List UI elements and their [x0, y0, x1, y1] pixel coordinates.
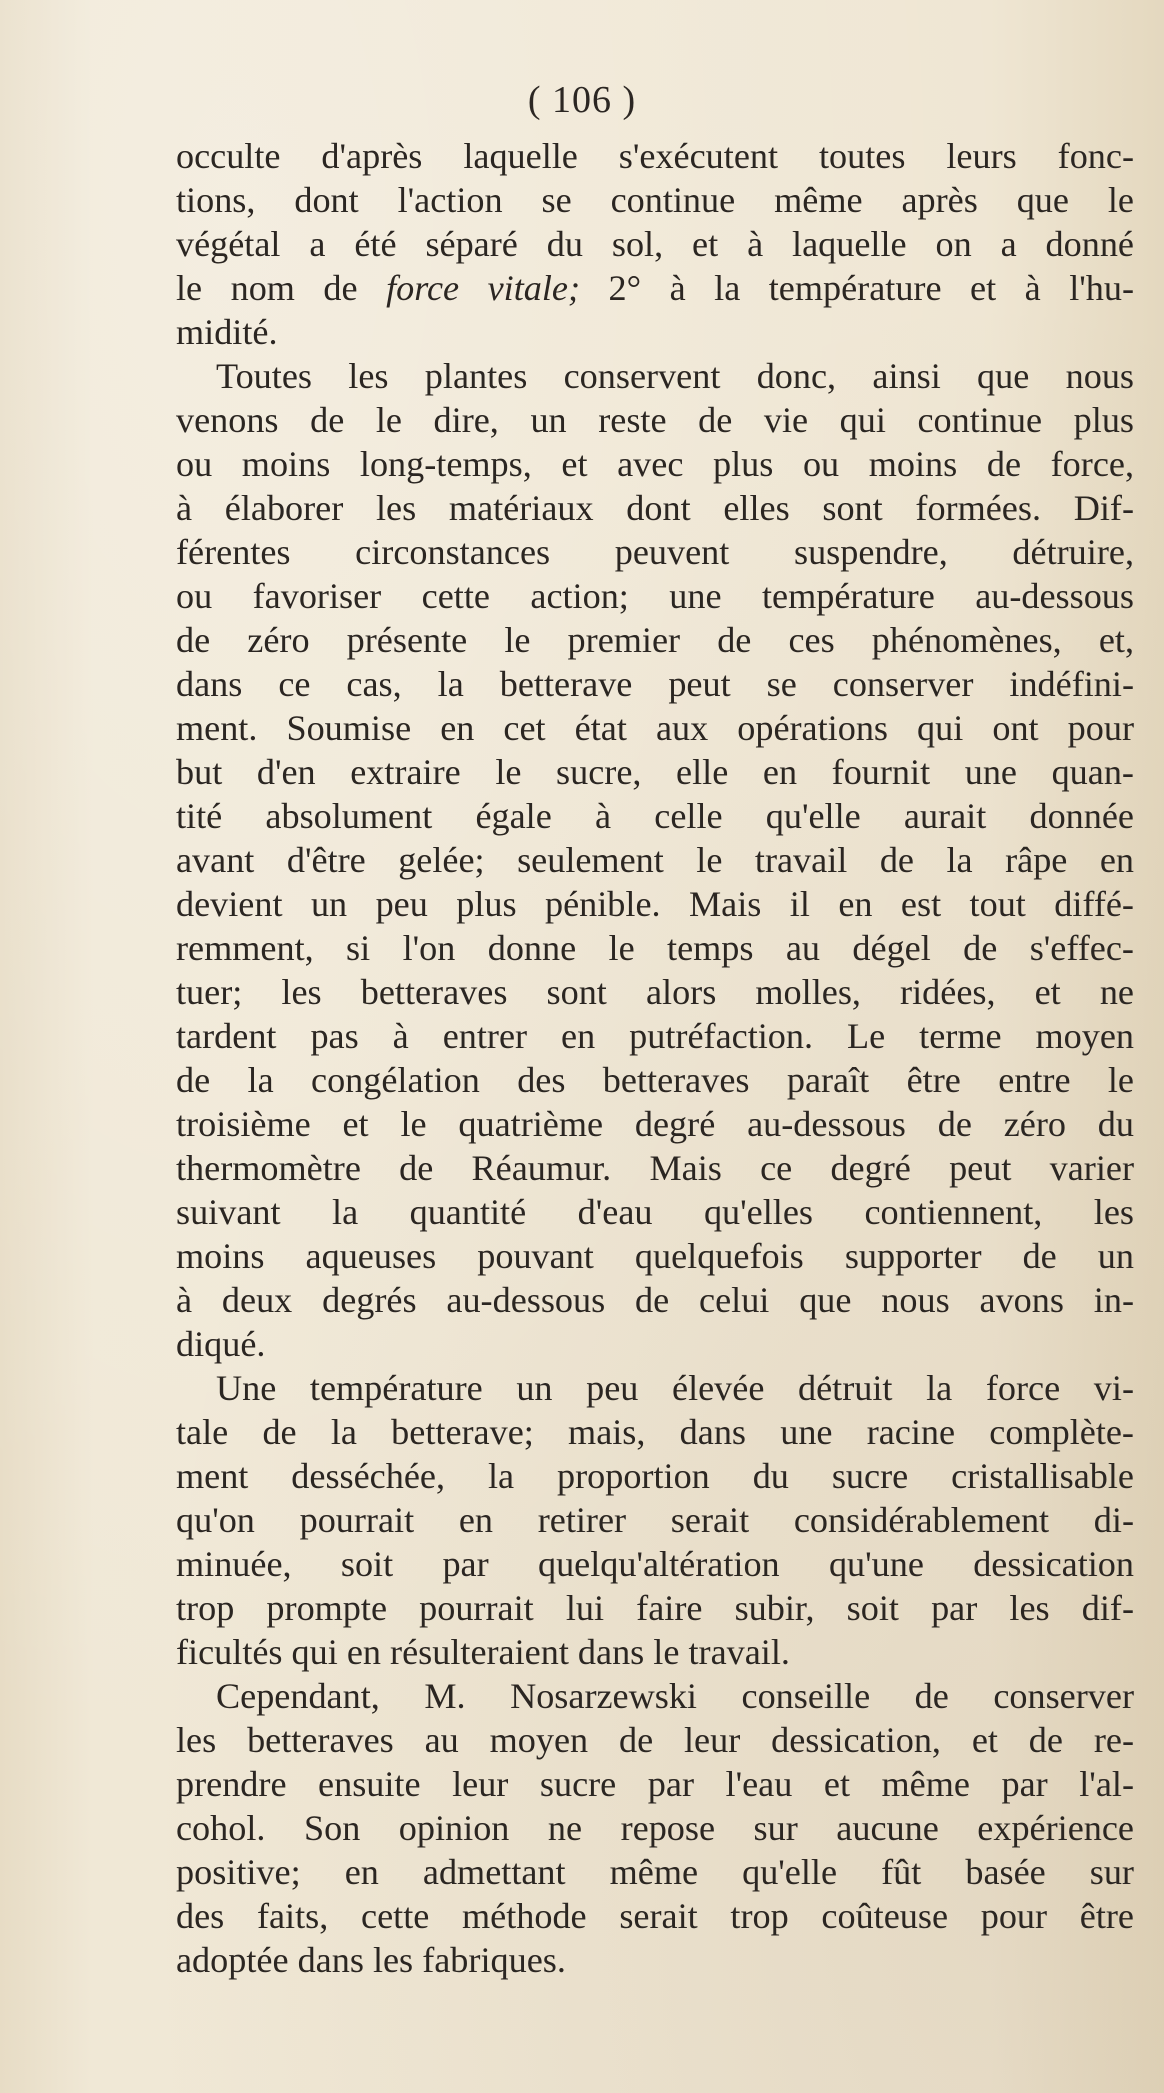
text-line: tions, dont l'action se continue même après que le	[176, 180, 1134, 220]
text-line: but d'en extraire le sucre, elle en fournit une quan-	[176, 752, 1134, 792]
text-line: venons de le dire, un reste de vie qui continue plus	[176, 400, 1134, 440]
text-line: midité.	[176, 312, 278, 352]
text-line: diqué.	[176, 1324, 266, 1364]
text-line: à élaborer les matériaux dont elles sont formées. Dif-	[176, 488, 1134, 528]
text-line: positive; en admettant même qu'elle fût basée sur	[176, 1852, 1134, 1892]
text-line: végétal a été séparé du sol, et à laquelle on a donné	[176, 224, 1134, 264]
text-line: ment desséchée, la proportion du sucre cristallisable	[176, 1456, 1134, 1496]
text-line: dans ce cas, la betterave peut se conserver indéfini-	[176, 664, 1134, 704]
text-line: tardent pas à entrer en putréfaction. Le terme moyen	[176, 1016, 1134, 1056]
text-line: ficultés qui en résulteraient dans le travail.	[176, 1632, 790, 1672]
text-line: de la congélation des betteraves paraît être entre le	[176, 1060, 1134, 1100]
text-fragment: 2° à la température et à l'hu-	[608, 268, 1135, 308]
paragraph	[176, 354, 1134, 1366]
text-fragment: le nom de	[176, 268, 358, 308]
text-line: de zéro présente le premier de ces phénomènes, et,	[176, 620, 1134, 660]
text-line: suivant la quantité d'eau qu'elles contiennent, les	[176, 1192, 1134, 1232]
text-line: Cependant, M. Nosarzewski conseille de conserver	[216, 1676, 1134, 1716]
text-line: tité absolument égale à celle qu'elle aurait donnée	[176, 796, 1134, 836]
text-line: tuer; les betteraves sont alors molles, ridées, et ne	[176, 972, 1134, 1012]
italic-term: force vitale;	[386, 268, 581, 308]
text-line: troisième et le quatrième degré au-dessous de zéro du	[176, 1104, 1134, 1144]
text-line: férentes circonstances peuvent suspendre, détruire,	[176, 532, 1134, 572]
text-line: des faits, cette méthode serait trop coûteuse pour être	[176, 1896, 1134, 1936]
text-line: les betteraves au moyen de leur dessication, et de re-	[176, 1720, 1134, 1760]
text-line: prendre ensuite leur sucre par l'eau et même par l'al-	[176, 1764, 1134, 1804]
paragraph	[176, 1674, 1134, 1982]
page-number: ( 106 )	[527, 79, 637, 121]
text-line: ou favoriser cette action; une température au-dessous	[176, 576, 1134, 616]
paragraph	[176, 134, 1134, 354]
paragraph	[176, 1366, 1134, 1674]
text-line: occulte d'après laquelle s'exécutent toutes leurs fonc-	[176, 136, 1134, 176]
text-line: cohol. Son opinion ne repose sur aucune expérience	[176, 1808, 1134, 1848]
body-text	[176, 134, 1134, 1982]
text-line: moins aqueuses pouvant quelquefois supporter de un	[176, 1236, 1134, 1276]
text-line: adoptée dans les fabriques.	[176, 1940, 566, 1980]
text-line: tale de la betterave; mais, dans une racine complète-	[176, 1412, 1134, 1452]
text-line: trop prompte pourrait lui faire subir, soit par les dif-	[176, 1588, 1134, 1628]
text-line: ou moins long-temps, et avec plus ou moins de force,	[176, 444, 1134, 484]
text-line: thermomètre de Réaumur. Mais ce degré peut varier	[176, 1148, 1134, 1188]
text-line: Toutes les plantes conservent donc, ainsi que nous	[216, 356, 1134, 396]
text-line: qu'on pourrait en retirer serait considérablement di-	[176, 1500, 1134, 1540]
text-line: devient un peu plus pénible. Mais il en est tout diffé-	[176, 884, 1134, 924]
text-line	[176, 266, 1134, 310]
text-line: à deux degrés au-dessous de celui que nous avons in-	[176, 1280, 1134, 1320]
text-line: minuée, soit par quelqu'altération qu'une dessication	[176, 1544, 1134, 1584]
text-line: remment, si l'on donne le temps au dégel de s'effec-	[176, 928, 1134, 968]
text-line: Une température un peu élevée détruit la force vi-	[216, 1368, 1134, 1408]
text-line: avant d'être gelée; seulement le travail de la râpe en	[176, 840, 1134, 880]
text-line: ment. Soumise en cet état aux opérations qui ont pour	[176, 708, 1134, 748]
